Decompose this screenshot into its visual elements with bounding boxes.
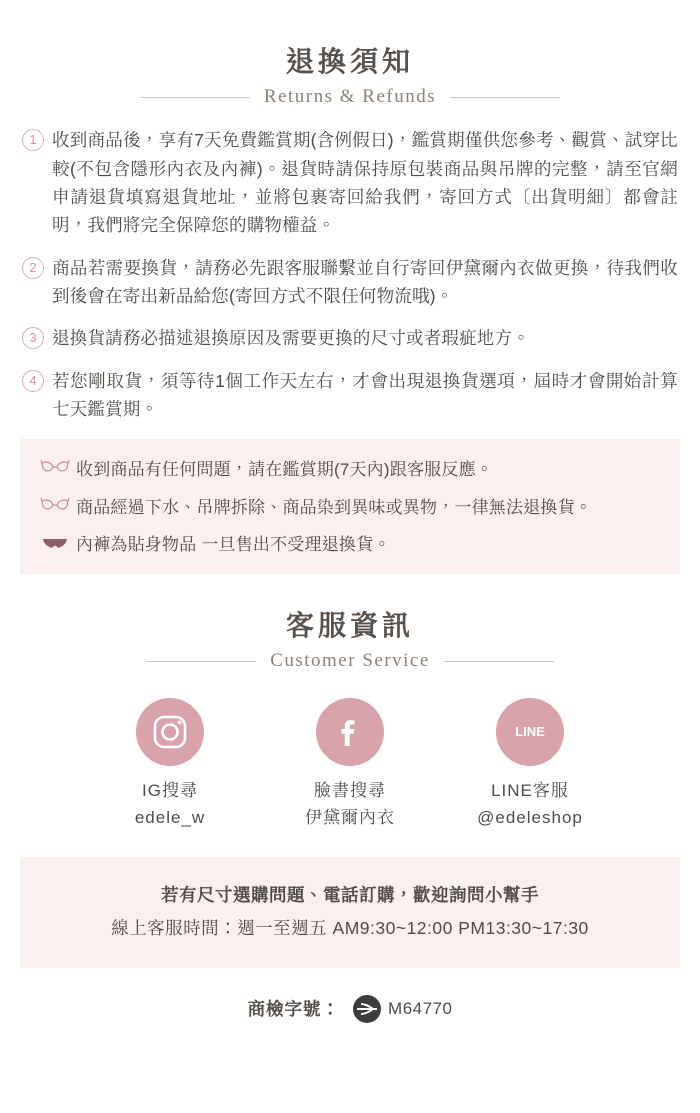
rule-left: [146, 661, 256, 662]
certificate-label: 商檢字號：: [247, 999, 341, 1020]
facebook-icon[interactable]: [316, 698, 384, 766]
certificate-row: [0, 994, 700, 1024]
notice-item: [40, 457, 660, 483]
item-text: 退換貨請務必描述退換原因及需要更換的尺寸或者瑕疵地方。: [52, 328, 530, 349]
notice-text: 內褲為貼身物品 一旦售出不受理退換貨。: [76, 535, 391, 555]
item-number-badge: 1: [22, 129, 44, 151]
svg-text:LINE: LINE: [515, 724, 545, 740]
list-item: [22, 367, 678, 424]
social-links: [0, 698, 700, 831]
list-item: [22, 126, 678, 239]
panty-icon: [40, 534, 70, 554]
bsmi-commodity-inspection-icon: [352, 994, 382, 1024]
returns-title: 退換須知: [285, 46, 414, 77]
rule-left: [140, 97, 250, 98]
social-label-line1: LINE客服: [491, 781, 569, 801]
item-text: 收到商品後，享有7天免費鑑賞期(含例假日)，鑑賞期僅供您參考、觀賞、試穿比較(不包含隱形內衣及內褲)。退貨時請保持原包裝商品與吊牌的完整，請至官網申請退貨填寫退貨地址，並將包裹寄回給我們，寄回方式〔出貨明細〕都會註明，我們將完全保障您的購物權益。: [52, 130, 678, 236]
item-text: 商品若需要換貨，請務必先跟客服聯繫並自行寄回伊黛爾內衣做更換，待我們收到後會在寄出新品給您(寄回方式不限任何物流哦)。: [52, 257, 678, 307]
notice-item: [40, 495, 660, 521]
list-item: [22, 324, 678, 352]
service-hours-box: [20, 857, 680, 968]
returns-subtitle-row: [0, 86, 700, 108]
top-spacer: [0, 0, 700, 44]
notice-item: [40, 532, 660, 558]
social-label-line2: @edeleshop: [477, 807, 583, 827]
social-item-facebook[interactable]: [260, 698, 440, 831]
social-item-line[interactable]: [440, 698, 620, 831]
returns-section: [0, 44, 700, 423]
item-number-badge: 3: [22, 327, 44, 349]
certificate-number: M64770: [388, 998, 453, 1018]
social-label-line1: 臉書搜尋: [314, 781, 386, 801]
item-number-badge: 2: [22, 257, 44, 279]
customer-service-subtitle-row: [0, 650, 700, 672]
returns-list: [22, 126, 678, 423]
customer-service-subtitle: Customer Service: [270, 650, 430, 672]
list-item: [22, 254, 678, 311]
social-label-line2: edele_w: [134, 807, 206, 827]
customer-service-section: [0, 608, 700, 831]
service-hours-line2: 線上客服時間：週一至週五 AM9:30~12:00 PM13:30~17:30: [111, 918, 589, 939]
item-text: 若您剛取貨，須等待1個工作天左右，才會出現退換貨選項，屆時才會開始計算七天鑑賞期。: [52, 370, 678, 420]
notice-text: 收到商品有任何問題，請在鑑賞期(7天內)跟客服反應。: [76, 460, 493, 480]
line-icon[interactable]: [496, 698, 564, 766]
bra-icon: [40, 497, 70, 517]
instagram-icon[interactable]: [136, 698, 204, 766]
social-label: [80, 778, 260, 831]
service-hours-line1: 若有尺寸選購問題、電話訂購，歡迎詢問小幫手: [161, 885, 539, 906]
social-label: [440, 778, 620, 831]
rule-right: [450, 97, 560, 98]
notice-box: [20, 439, 680, 574]
item-number-badge: 4: [22, 370, 44, 392]
returns-subtitle: Returns & Refunds: [263, 86, 437, 108]
rule-right: [444, 661, 554, 662]
social-label: [260, 778, 440, 831]
notice-text: 商品經過下水、吊牌拆除、商品染到異味或異物，一律無法退換貨。: [76, 497, 592, 517]
social-label-line1: IG搜尋: [142, 781, 198, 801]
social-label-line2: 伊黛爾內衣: [305, 807, 395, 827]
customer-service-title: 客服資訊: [285, 609, 414, 641]
bra-icon: [40, 459, 70, 479]
social-item-instagram[interactable]: [80, 698, 260, 831]
